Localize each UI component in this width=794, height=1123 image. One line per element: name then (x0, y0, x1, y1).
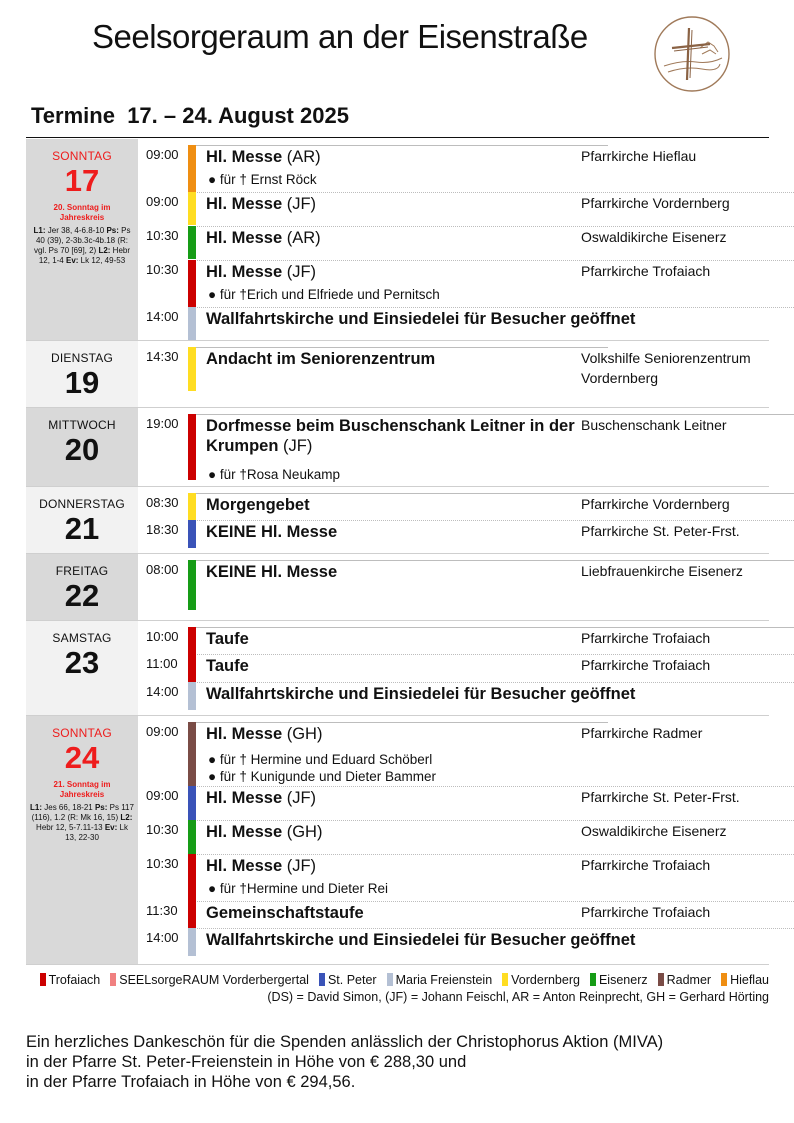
event-time: 14:00 (146, 930, 179, 945)
event-divider (188, 682, 794, 683)
reading-key: Ps: (94, 803, 108, 812)
event-time: 08:00 (146, 562, 179, 577)
event-row (26, 901, 769, 928)
event-location: Liebfrauenkirche Eisenerz (581, 563, 743, 579)
event-time: 09:00 (146, 788, 179, 803)
day-name: DIENSTAG (50, 351, 114, 365)
day-name: MITTWOCH (48, 418, 116, 432)
parish-color-bar (188, 682, 196, 710)
event-title-text: Andacht im Seniorenzentrum (206, 350, 436, 368)
parish-color-bar (188, 786, 196, 820)
day-name: SAMSTAG (52, 631, 112, 645)
reading-key: L1: (30, 803, 43, 812)
day-block (26, 716, 769, 965)
event-time: 10:00 (146, 629, 179, 644)
day-block (26, 408, 769, 487)
legend-swatch (319, 973, 325, 986)
liturgical-day-name: 21. Sonntag im Jahreskreis (53, 780, 111, 799)
event-row (26, 722, 769, 786)
event-row (26, 854, 769, 901)
event-row (26, 260, 769, 307)
event-title (206, 656, 586, 676)
event-title-text: Wallfahrtskirche und Einsiedelei für Besucher geöffnet (206, 685, 636, 703)
event-time: 10:30 (146, 262, 179, 277)
event-title-text: KEINE Hl. Messe (206, 563, 338, 581)
legend-label: St. Peter (327, 973, 377, 987)
parish-color-bar (188, 520, 196, 548)
event-row (26, 192, 769, 225)
event-location: Pfarrkirche Trofaiach (581, 263, 711, 279)
event-divider (188, 928, 794, 929)
parish-color-bar (188, 347, 196, 391)
event-title (206, 309, 766, 329)
legend-swatch (590, 973, 596, 986)
header-rule (26, 137, 769, 138)
event-location: Volkshilfe Seniorenzentrum Vordernberg (581, 350, 751, 386)
intention-note: ● für † Kunigunde und Dieter Bammer (208, 769, 437, 784)
parish-color-bar (188, 627, 196, 654)
event-row (26, 493, 769, 520)
event-title (206, 629, 586, 649)
event-time: 18:30 (146, 522, 179, 537)
event-divider (188, 307, 794, 308)
event-location: Pfarrkirche Trofaiach (581, 857, 711, 873)
event-location: Pfarrkirche Vordernberg (581, 195, 730, 211)
event-time: 09:00 (146, 147, 179, 162)
event-row (26, 682, 769, 710)
day-number: 20 (64, 432, 100, 467)
event-title-text: Morgengebet (206, 496, 310, 514)
parish-color-bar (188, 820, 196, 854)
event-time: 09:00 (146, 194, 179, 209)
reading-key: L1: (33, 226, 46, 235)
celebrant: (AR) (282, 148, 321, 166)
parish-color-bar (188, 722, 196, 786)
event-time: 11:30 (146, 903, 178, 918)
legend-swatch (502, 973, 508, 986)
legend-label: Hieflau (730, 973, 769, 987)
event-divider (188, 145, 608, 146)
event-row (26, 654, 769, 682)
event-title (206, 194, 586, 214)
date-range: 17. – 24. August 2025 (127, 103, 349, 128)
event-title-text: Dorfmesse beim Buschenschank Leitner in der Krumpen (206, 417, 575, 455)
day-name: SONNTAG (52, 149, 112, 163)
day-number: 24 (64, 740, 100, 775)
legend-label: Maria Freienstein (395, 973, 493, 987)
termine-label: Termine (31, 103, 115, 128)
footer-line: Ein herzliches Dankeschön für die Spenden anlässlich der Christophorus Aktion (MIVA) (26, 1033, 664, 1051)
event-title-text: Wallfahrtskirche und Einsiedelei für Besucher geöffnet (206, 931, 636, 949)
day-name: DONNERSTAG (39, 497, 125, 511)
parish-color-bar (188, 260, 196, 307)
reading-key: L2: (120, 813, 133, 822)
reading-value: Lk 13, 22-30 (65, 823, 128, 842)
reading-value: Ps 117 (116), 1.2 (R: Mk 16, 15) (31, 803, 134, 822)
reading-value: Ps 40 (39), 2-3b.3c-4b.18 (R: vgl. Ps 70 [69], 2) (33, 226, 131, 255)
event-title (206, 416, 586, 456)
event-divider (188, 347, 608, 348)
footer-line: in der Pfarre St. Peter-Freienstein in Höhe von € 288,30 und (26, 1053, 467, 1071)
reading-key: Ev: (104, 823, 118, 832)
event-title (206, 522, 586, 542)
event-row (26, 414, 769, 480)
legend-label: SEELsorgeRAUM Vorderbergertal (119, 973, 309, 987)
intention-note: ● für †Erich und Elfriede und Pernitsch (208, 287, 440, 302)
day-number: 23 (64, 645, 100, 680)
event-title-text: Hl. Messe (206, 229, 283, 247)
liturgical-day-name: 20. Sonntag im Jahreskreis (53, 203, 111, 222)
event-location: Pfarrkirche Radmer (581, 725, 703, 741)
legend-label: Vordernberg (511, 973, 580, 987)
event-location: Pfarrkirche St. Peter-Frst. (581, 789, 740, 805)
day-block (26, 554, 769, 621)
legend-label: Radmer (666, 973, 712, 987)
event-row (26, 627, 769, 654)
event-title (206, 495, 586, 515)
event-title-text: Hl. Messe (206, 789, 283, 807)
footer-note (26, 1032, 663, 1092)
day-number: 17 (64, 163, 100, 198)
event-title-text: Taufe (206, 630, 249, 648)
event-row (26, 347, 769, 391)
celebrant: (GH) (282, 725, 323, 743)
parish-color-bar (188, 493, 196, 520)
legend-label: Eisenerz (598, 973, 648, 987)
event-title (206, 788, 586, 808)
event-row (26, 307, 769, 340)
celebrant: (JF) (282, 263, 317, 281)
event-title-text: Taufe (206, 657, 249, 675)
event-time: 11:00 (146, 656, 178, 671)
event-title (206, 349, 586, 369)
event-row (26, 820, 769, 854)
event-divider (188, 722, 608, 723)
event-title (206, 903, 586, 923)
event-location: Pfarrkirche Trofaiach (581, 657, 711, 673)
cross-logo-icon (652, 14, 732, 94)
parish-color-bar (188, 226, 196, 259)
event-location: Pfarrkirche St. Peter-Frst. (581, 523, 740, 539)
reading-value: Hebr 12, 5-7.11-13 (36, 823, 105, 832)
day-block (26, 341, 769, 408)
event-location: Oswaldikirche Eisenerz (581, 229, 727, 245)
celebrant: (JF) (282, 195, 317, 213)
parish-color-bar (188, 901, 196, 928)
reading-value: Hebr 12, 1-4 (38, 246, 131, 265)
event-title (206, 724, 586, 744)
event-title-text: Hl. Messe (206, 195, 283, 213)
event-time: 09:00 (146, 724, 179, 739)
event-time: 10:30 (146, 228, 179, 243)
event-title-text: Hl. Messe (206, 263, 283, 281)
celebrant: (JF) (282, 857, 317, 875)
event-time: 14:30 (146, 349, 179, 364)
color-legend (40, 973, 769, 987)
day-block (26, 487, 769, 554)
intention-note: ● für †Hermine und Dieter Rei (208, 881, 388, 896)
event-title (206, 228, 586, 248)
event-row (26, 226, 769, 259)
event-title-text: Gemeinschaftstaufe (206, 904, 364, 922)
event-title (206, 147, 586, 167)
parish-color-bar (188, 414, 196, 480)
event-row (26, 928, 769, 956)
event-title (206, 262, 586, 282)
event-title-text: Wallfahrtskirche und Einsiedelei für Besucher geöffnet (206, 310, 636, 328)
reading-key: Ev: (65, 256, 79, 265)
day-block (26, 139, 769, 341)
parish-color-bar (188, 928, 196, 956)
celebrant: (JF) (282, 789, 317, 807)
day-number: 22 (64, 578, 100, 613)
event-title (206, 822, 586, 842)
parish-color-bar (188, 192, 196, 225)
footer-line: in der Pfarre Trofaiach in Höhe von € 294,56. (26, 1073, 356, 1091)
termine-heading (31, 103, 349, 129)
legend-swatch (387, 973, 393, 986)
day-number: 19 (64, 365, 100, 400)
event-location: Pfarrkirche Trofaiach (581, 904, 711, 920)
intention-note: ● für † Ernst Röck (208, 172, 317, 187)
parish-color-bar (188, 654, 196, 682)
legend-label: Trofaiach (48, 973, 101, 987)
reading-value: Jer 38, 4-6.8-10 (45, 226, 107, 235)
event-title (206, 562, 586, 582)
event-time: 10:30 (146, 856, 179, 871)
legend-swatch (110, 973, 116, 986)
event-row (26, 145, 769, 192)
page-title: Seelsorgeraum an der Eisenstraße (92, 18, 588, 55)
reading-value: Jes 66, 18-21 (42, 803, 95, 812)
event-title (206, 684, 766, 704)
event-location: Pfarrkirche Trofaiach (581, 630, 711, 646)
event-title-text: Hl. Messe (206, 857, 283, 875)
legend-swatch (658, 973, 664, 986)
event-title (206, 930, 766, 950)
abbreviations: (DS) = David Simon, (JF) = Johann Feischl, AR = Anton Reinprecht, GH = Gerhard Hörting (267, 990, 769, 1004)
event-row (26, 520, 769, 548)
event-location: Pfarrkirche Vordernberg (581, 496, 730, 512)
event-title (206, 856, 586, 876)
event-time: 19:00 (146, 416, 179, 431)
parish-color-bar (188, 307, 196, 340)
celebrant: (JF) (278, 437, 313, 455)
event-time: 10:30 (146, 822, 179, 837)
reading-value: Lk 12, 49-53 (78, 256, 126, 265)
event-title-text: KEINE Hl. Messe (206, 523, 338, 541)
event-location: Oswaldikirche Eisenerz (581, 823, 727, 839)
day-name: FREITAG (55, 564, 109, 578)
event-time: 14:00 (146, 309, 179, 324)
event-title-text: Hl. Messe (206, 148, 283, 166)
parish-color-bar (188, 854, 196, 901)
event-time: 08:30 (146, 495, 179, 510)
legend-swatch (721, 973, 727, 986)
event-time: 14:00 (146, 684, 179, 699)
event-row (26, 786, 769, 820)
day-number: 21 (64, 511, 100, 546)
reading-key: L2: (98, 246, 111, 255)
event-title-text: Hl. Messe (206, 725, 283, 743)
day-block (26, 621, 769, 716)
legend-swatch (40, 973, 46, 986)
event-row (26, 560, 769, 610)
intention-note: ● für †Rosa Neukamp (208, 467, 340, 482)
intention-note: ● für † Hermine und Eduard Schöberl (208, 752, 433, 767)
parish-color-bar (188, 145, 196, 192)
day-name: SONNTAG (52, 726, 112, 740)
event-location: Pfarrkirche Hieflau (581, 148, 697, 164)
celebrant: (AR) (282, 229, 321, 247)
event-location: Buschenschank Leitner (581, 417, 727, 433)
parish-color-bar (188, 560, 196, 610)
celebrant: (GH) (282, 823, 323, 841)
event-title-text: Hl. Messe (206, 823, 283, 841)
reading-key: Ps: (106, 226, 119, 235)
